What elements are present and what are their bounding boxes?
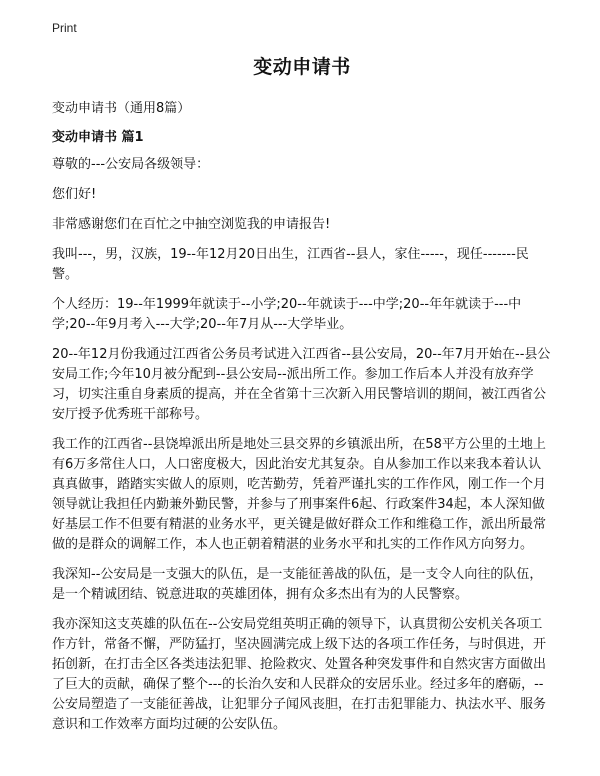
document-title: 变动申请书 [253,56,351,78]
intro-paragraph: 我叫---，男，汉族，19--年12月20日出生，江西省--县人，家住-----，现任-------民警。 [52,247,529,282]
thanks-paragraph: 非常感谢您们在百忙之中抽空浏览我的申请报告! [52,217,331,232]
document-subtitle: 变动申请书（通用8篇） [52,101,191,116]
greeting-paragraph: 您们好! [52,187,97,202]
print-link[interactable]: Print [52,21,77,35]
team-paragraph: 我深知--公安局是一支强大的队伍，是一支能征善战的队伍，是一支令人向往的队伍，是一个精诚团结、锐意进取的英雄团体，拥有众多杰出有为的人民警察。 [52,567,543,602]
career-paragraph: 20--年12月份我通过江西省公务员考试进入江西省--县公安局，20--年7月开始在--县公安局工作;今年10月被分配到--县公安局--派出所工作。参加工作后本人并没有放弃学习，切实注重自身素质的提高，并在全省第十三次新入用民警培训的期间，被江西省公安厅授予优秀班干部称号。 [52,347,551,422]
document-body [52,52,552,745]
work-paragraph: 我工作的江西省--县饶埠派出所是地处三县交界的乡镇派出所，在58平方公里的土地上有6万多常住人口，人口密度极大，因此治安尤其复杂。自从参加工作以来我本着认认真真做事，踏踏实实做人的原则，吃苦勤劳，凭着严谨扎实的工作作风，刚工作一个月领导就让我担任内勤兼外勤民警，并参与了刑事案件6起、行政案件34起，本人深知做好基层工作不但要有精湛的业务水平，更关键是做好群众工作和维稳工作，派出所最常做的是群众的调解工作，本人也正朝着精湛的业务水平和扎实的工作作风方向努力。 [52,437,547,552]
salutation-paragraph: 尊敬的---公安局各级领导： [52,157,210,172]
leadership-paragraph: 我亦深知这支英雄的队伍在--公安局党组英明正确的领导下，认真贯彻公安机关各项工作方针，常备不懈，严防猛打，坚决圆满完成上级下达的各项工作任务，与时俱进，开拓创新，在打击全区各类违法犯罪、抢险救灾、处置各种突发事件和自然灾害方面做出了巨大的贡献，确保了整个---的长治久安和人民群众的安居乐业。经过多年的磨砺，--公安局塑造了一支能征善战，让犯罪分子闻风丧胆，在打击犯罪能力、执法水平、服务意识和工作效率方面均过硬的公安队伍。 [52,617,547,732]
experience-paragraph: 个人经历：19--年1999年就读于--小学;20--年就读于---中学;20--年年就读于---中学;20--年9月考入---大学;20--年7月从---大学毕业。 [52,297,522,332]
section-heading: 变动申请书 篇1 [52,130,144,145]
